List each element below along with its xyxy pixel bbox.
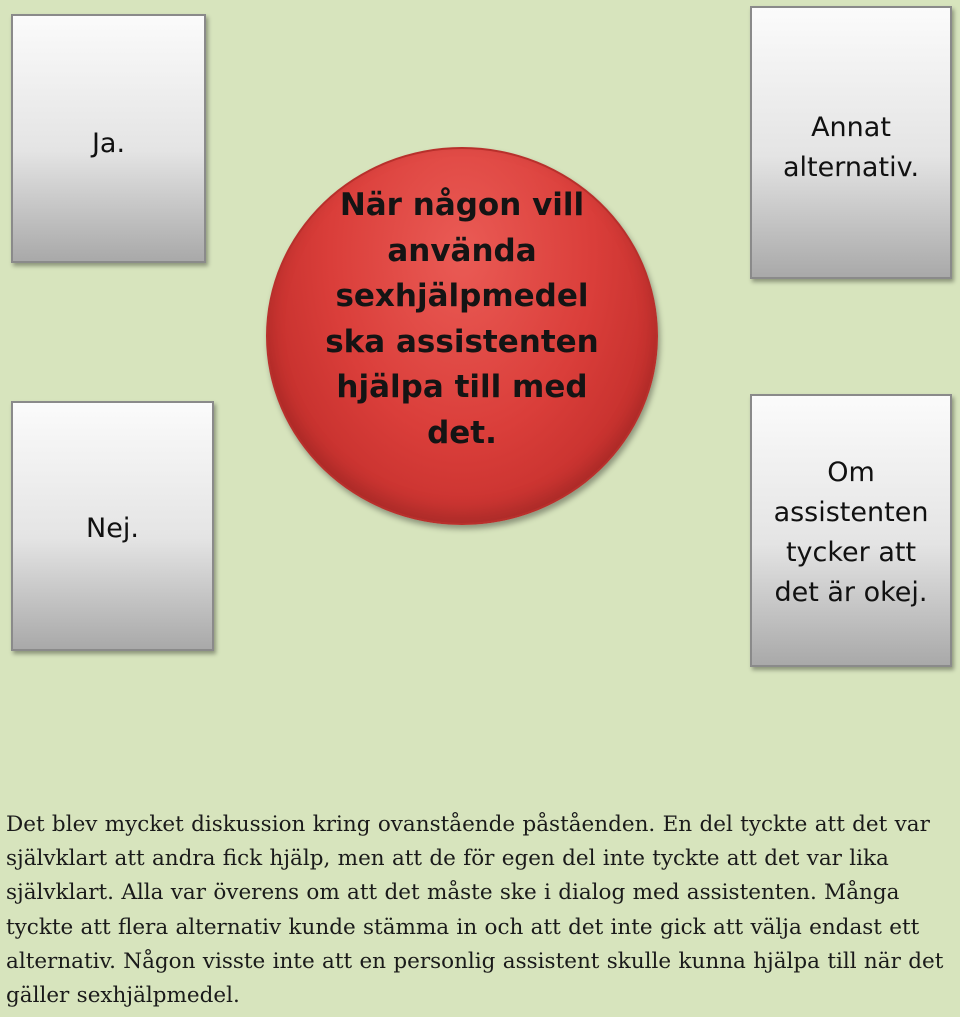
- option-label-annat-alternativ: Annat alternativ.: [782, 112, 920, 183]
- option-card-om-assistenten: [750, 394, 952, 667]
- statement-text: När någon vill använda sexhjälpmedel ska assistenten hjälpa till med det.: [325, 187, 599, 451]
- discussion-paragraph: Det blev mycket diskussion kring ovanstående påståenden. En del tyckte att det var självklart att andra fick hjälp, men att de för egen del inte tyckte att det var lika självklart. Alla var överens om att det måste ske i dialog med assistenten. Många tyckte att flera alternativ kunde stämma in och att det inte gick att välja endast ett alternativ. Någon visste inte att en personlig assistent skulle kunna hjälpa till när det gäller sexhjälpmedel.: [6, 812, 944, 1009]
- statement-circle: [266, 147, 658, 525]
- option-label-ja: Ja.: [91, 128, 126, 159]
- option-card-ja: [11, 14, 206, 263]
- option-card-nej: [11, 401, 214, 651]
- option-label-nej: Nej.: [86, 513, 139, 544]
- option-card-annat-alternativ: [750, 6, 952, 279]
- option-label-om-assistenten: Om assistenten tycker att det är okej.: [773, 457, 929, 608]
